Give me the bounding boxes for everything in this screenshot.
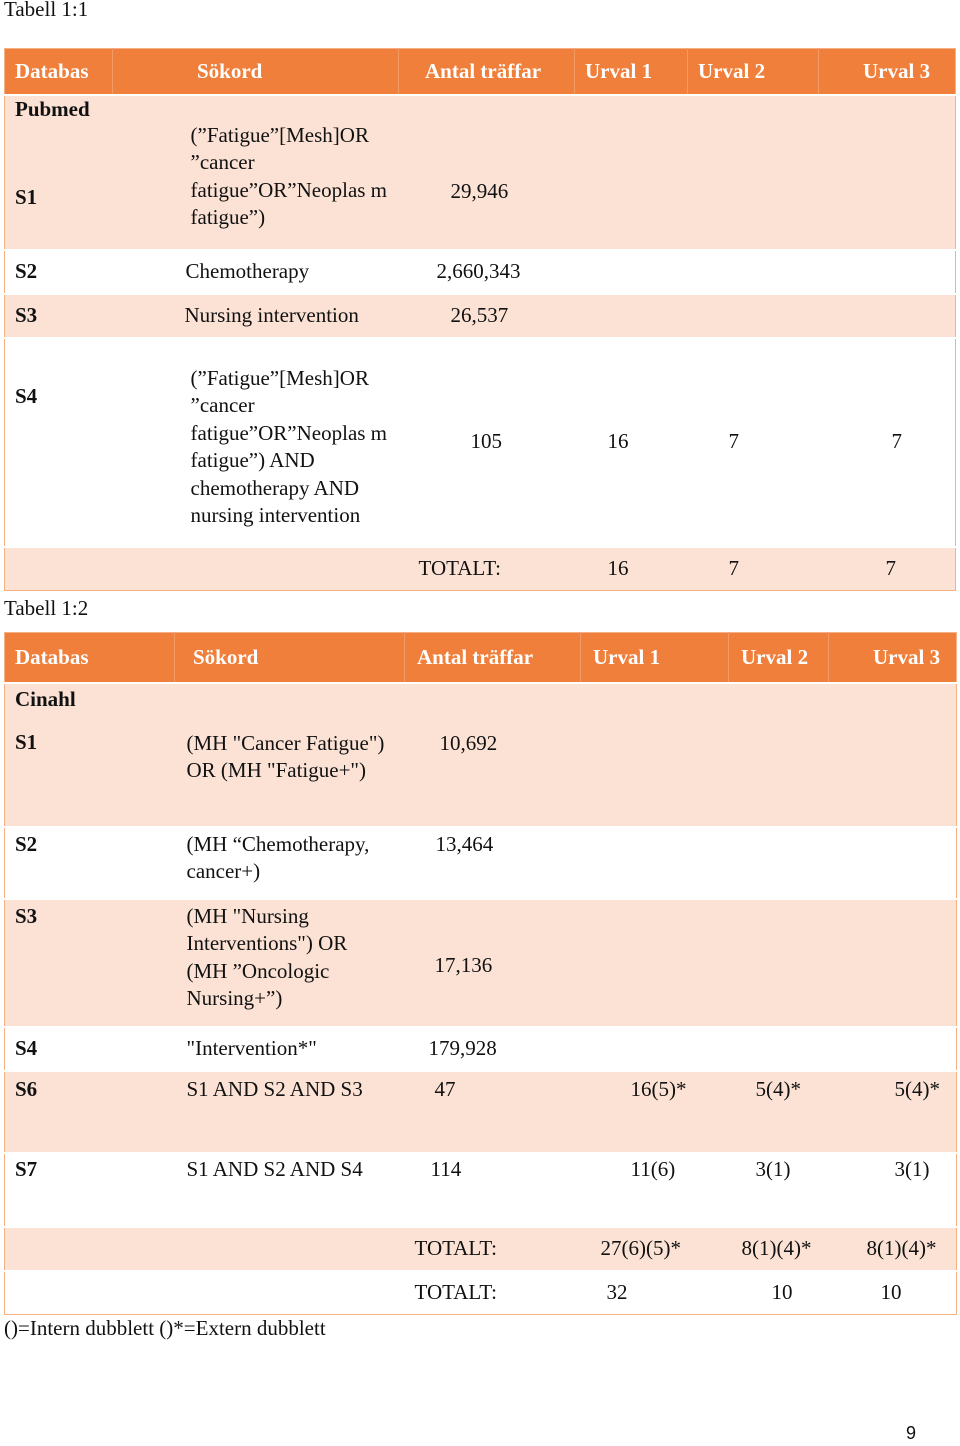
table-row — [5, 1027, 957, 1071]
row-urval1: 16(5)* — [581, 1071, 729, 1153]
row-query: (MH "Nursing Interventions") OR (MH ”Oncologic Nursing+”) — [175, 899, 405, 1027]
table1-header — [5, 49, 956, 95]
total-urval3: 8(1)(4)* — [829, 1227, 957, 1271]
total-urval1: 27(6)(5)* — [581, 1227, 729, 1271]
database-label: Cinahl — [15, 686, 76, 711]
row-urval2 — [688, 294, 819, 338]
row-query: (MH “Chemotherapy, cancer+) — [175, 827, 405, 899]
row-hits: 114 — [405, 1153, 581, 1227]
row-hits: 47 — [405, 1071, 581, 1153]
row-urval1 — [581, 1027, 729, 1071]
row-urval2: 5(4)* — [729, 1071, 829, 1153]
table-row — [5, 683, 957, 827]
table2-header — [5, 633, 957, 683]
table-total-row — [5, 547, 956, 591]
row-urval3 — [829, 683, 957, 827]
total-label: TOTALT: — [405, 1271, 581, 1315]
table-row — [5, 294, 956, 338]
header-antal: Antal träffar — [405, 633, 581, 683]
row-urval1 — [581, 899, 729, 1027]
total-urval3: 7 — [819, 547, 956, 591]
table-row — [5, 338, 956, 547]
row-urval1 — [581, 683, 729, 827]
table-row — [5, 1071, 957, 1153]
table-pubmed — [4, 48, 956, 591]
row-urval2 — [688, 250, 819, 294]
total-urval2: 10 — [729, 1271, 829, 1315]
header-antal: Antal träffar — [399, 49, 575, 95]
total-label: TOTALT: — [405, 1227, 581, 1271]
table1-caption: Tabell 1:1 — [4, 0, 89, 21]
row-hits: 179,928 — [405, 1027, 581, 1071]
header-urval1: Urval 1 — [575, 49, 688, 95]
row-hits: 26,537 — [399, 294, 575, 338]
row-hits: 105 — [399, 338, 575, 547]
row-id: S6 — [5, 1071, 175, 1153]
table-total-row — [5, 1227, 957, 1271]
row-urval3 — [829, 899, 957, 1027]
total-label: TOTALT: — [399, 547, 575, 591]
row-urval3 — [829, 827, 957, 899]
table-row — [5, 95, 956, 250]
table-row — [5, 827, 957, 899]
row-hits: 13,464 — [405, 827, 581, 899]
page-number: 9 — [905, 1423, 916, 1443]
row-urval2: 3(1) — [729, 1153, 829, 1227]
table-row — [5, 899, 957, 1027]
row-query: (MH "Cancer Fatigue") OR (MH "Fatigue+") — [175, 683, 405, 827]
row-id: S4 — [5, 1027, 175, 1071]
row-id: S3 — [5, 294, 113, 338]
row-query: Chemotherapy — [113, 250, 399, 294]
header-urval3: Urval 3 — [829, 633, 957, 683]
header-urval2: Urval 2 — [729, 633, 829, 683]
row-query: S1 AND S2 AND S4 — [175, 1153, 405, 1227]
row-urval2 — [688, 95, 819, 250]
total-urval1: 32 — [581, 1271, 729, 1315]
row-hits: 29,946 — [399, 95, 575, 250]
table-row — [5, 1153, 957, 1227]
row-urval3 — [829, 1027, 957, 1071]
total-urval3: 10 — [829, 1271, 957, 1315]
row-hits: 2,660,343 — [399, 250, 575, 294]
table-cinahl — [4, 632, 957, 1315]
row-id: S1 — [15, 185, 38, 209]
row-query: "Intervention*" — [175, 1027, 405, 1071]
row-id: S4 — [5, 338, 113, 547]
table-total-row — [5, 1271, 957, 1315]
row-id: S2 — [5, 827, 175, 899]
row-urval2: 7 — [688, 338, 819, 547]
row-urval2 — [729, 827, 829, 899]
database-label: Pubmed — [15, 96, 90, 121]
row-hits: 17,136 — [405, 899, 581, 1027]
row-urval3 — [819, 95, 956, 250]
row-id: S7 — [5, 1153, 175, 1227]
row-urval1 — [575, 250, 688, 294]
row-query: S1 AND S2 AND S3 — [175, 1071, 405, 1153]
header-databas: Databas — [5, 633, 175, 683]
header-urval3: Urval 3 — [819, 49, 956, 95]
row-urval3 — [819, 294, 956, 338]
table2-caption: Tabell 1:2 — [4, 596, 89, 620]
footnote: ()=Intern dubblett ()*=Extern dubblett — [4, 1316, 326, 1340]
row-query: (”Fatigue”[Mesh]OR ”cancer fatigue”OR”Neoplas m fatigue”) — [113, 95, 399, 250]
row-urval3 — [819, 250, 956, 294]
table-row — [5, 250, 956, 294]
row-urval3: 3(1) — [829, 1153, 957, 1227]
row-urval3: 5(4)* — [829, 1071, 957, 1153]
row-urval1 — [575, 95, 688, 250]
row-hits: 10,692 — [405, 683, 581, 827]
header-databas: Databas — [5, 49, 113, 95]
row-urval1 — [581, 827, 729, 899]
row-urval2 — [729, 683, 829, 827]
row-urval1: 11(6) — [581, 1153, 729, 1227]
row-query: (”Fatigue”[Mesh]OR ”cancer fatigue”OR”Neoplas m fatigue”) AND chemotherapy AND nursing intervention — [113, 338, 399, 547]
row-query: Nursing intervention — [113, 294, 399, 338]
row-urval1: 16 — [575, 338, 688, 547]
row-id: S3 — [5, 899, 175, 1027]
total-urval2: 8(1)(4)* — [729, 1227, 829, 1271]
row-id: S2 — [5, 250, 113, 294]
header-sokord: Sökord — [175, 633, 405, 683]
header-urval2: Urval 2 — [688, 49, 819, 95]
row-urval2 — [729, 1027, 829, 1071]
row-urval1 — [575, 294, 688, 338]
total-urval2: 7 — [688, 547, 819, 591]
row-urval3: 7 — [819, 338, 956, 547]
header-sokord: Sökord — [113, 49, 399, 95]
header-urval1: Urval 1 — [581, 633, 729, 683]
row-id: S1 — [15, 730, 38, 754]
row-urval2 — [729, 899, 829, 1027]
total-urval1: 16 — [575, 547, 688, 591]
